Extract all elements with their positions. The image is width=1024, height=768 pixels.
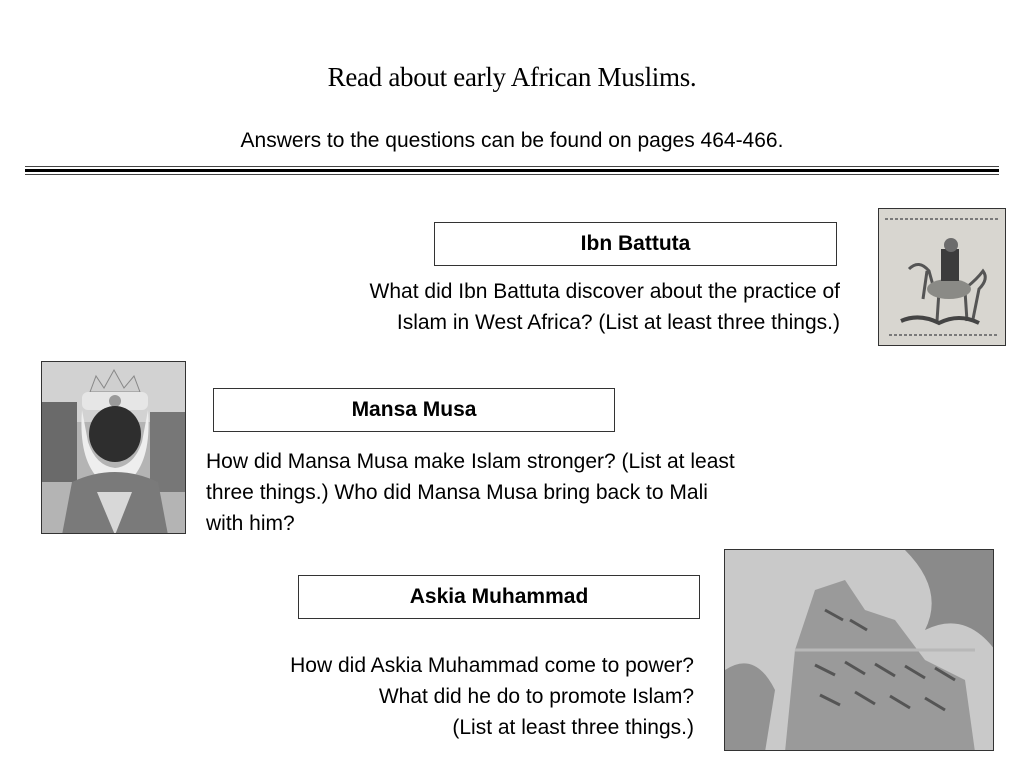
triple-line-divider — [25, 166, 999, 175]
ibn-battuta-question: What did Ibn Battuta discover about the practice of Islam in West Africa? (List at least three things.) — [369, 280, 840, 334]
slide-subtitle: Answers to the questions can be found on pages 464-466. — [240, 129, 784, 152]
mansa-musa-heading: Mansa Musa — [351, 398, 477, 421]
mansa-musa-image — [41, 361, 186, 534]
askia-tomb-image — [724, 549, 994, 751]
mansa-musa-heading-box — [213, 388, 615, 432]
ibn-battuta-heading: Ibn Battuta — [580, 232, 691, 255]
ibn-battuta-heading-box — [434, 222, 837, 266]
askia-muhammad-heading: Askia Muhammad — [409, 585, 589, 608]
slide-title: Read about early African Muslims. — [327, 62, 697, 92]
mansa-musa-question: How did Mansa Musa make Islam stronger? (List at least three things.) Who did Mansa Musa bring back to Mali with him? — [206, 450, 735, 535]
camel-rider-illustration-icon — [879, 209, 1006, 346]
askia-muhammad-question: How did Askia Muhammad come to power? What did he do to promote Islam? (List at least three things.) — [290, 654, 694, 739]
mud-pyramid-tomb-photo-icon — [725, 550, 994, 751]
ibn-battuta-image — [878, 208, 1006, 346]
askia-muhammad-heading-box — [298, 575, 700, 619]
mansa-musa-portrait-icon — [42, 362, 186, 534]
